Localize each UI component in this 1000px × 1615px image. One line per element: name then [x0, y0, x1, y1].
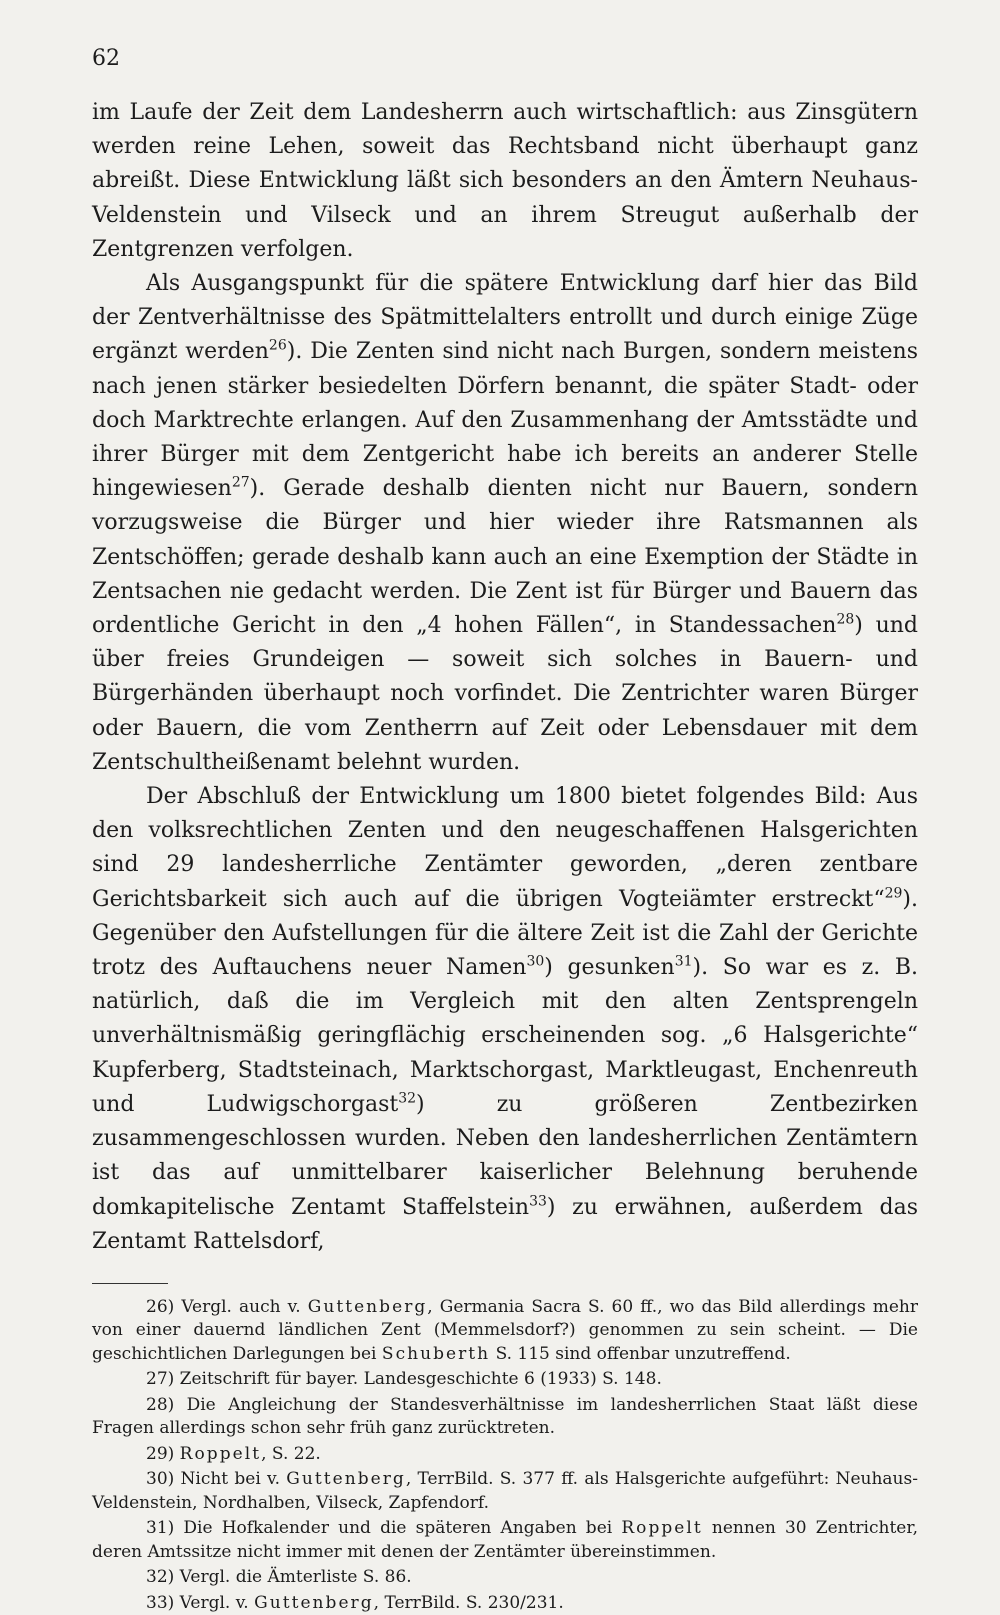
footnote: [92, 1566, 918, 1590]
spaced-author-name: Guttenberg: [307, 1296, 428, 1317]
footnote-ref: 27: [231, 474, 250, 491]
text-run: ) und über freies Grundeigen — soweit sich solches in Bauern- und Bürgerhänden überhaupt noch vorfindet. Die Zentrichter waren Bürger oder Bauern, die vom Zentherrn auf Zeit oder Lebensdauer mit dem Zentschultheißenamt belehnt wurden.: [92, 613, 919, 775]
footnote: [92, 1394, 918, 1441]
footnote-ref: 32: [398, 1090, 417, 1107]
footnote-ref: 26: [268, 338, 287, 355]
footnote: [92, 1296, 918, 1367]
spaced-author-name: Roppelt: [621, 1518, 703, 1539]
text-run: 32) Vergl. die Ämterliste S. 86.: [146, 1567, 412, 1588]
text-run: nennen 30 Zentrichter, deren Amtssitze nicht immer mit denen der Zentämter übereinstimmen.: [92, 1518, 919, 1562]
paragraph: [92, 96, 918, 267]
footnote: [92, 1443, 918, 1467]
footnotes: [92, 1296, 918, 1615]
text-run: , Germania Sacra S. 60 ff., wo das Bild allerdings mehr von einer dauernd ländlichen Zent (Memmelsdorf?) genommen zu sein scheint. — Die geschichtlichen Darlegungen bei: [92, 1296, 918, 1364]
footnote-ref: 33: [529, 1193, 547, 1210]
paragraph: [92, 780, 918, 1259]
text-run: 33) Vergl. v.: [146, 1592, 255, 1613]
text-run: ) zu größeren Zentbezirken zusammengeschlossen wurden. Neben den landesherrlichen Zentämtern ist das auf unmittelbarer kaiserlicher Belehnung beruhende domkapitelische Zentamt Staffelstein: [92, 1091, 918, 1220]
text-run: S. 115 sind offenbar unzutreffend.: [490, 1343, 791, 1364]
footnote-rule: [92, 1283, 168, 1284]
text-run: Der Abschluß der Entwicklung um 1800 bietet folgendes Bild: Aus den volksrechtlichen Zenten und den neugeschaffenen Halsgerichten sind 29 landesherrliche Zentämter geworden, „deren zentbare Gerichtsbarkeit sich auch auf die übrigen Vogteiämter erstreckt“: [92, 784, 918, 912]
text-run: ) zu erwähnen, außerdem das Zentamt Rattelsdorf,: [92, 1194, 918, 1254]
text-run: ). Gerade deshalb dienten nicht nur Bauern, sondern vorzugsweise die Bürger und hier wieder ihre Ratsmannen als Zentschöffen; gerade deshalb kann auch an eine Exemption der Städte in Zentsachen nie gedacht werden. Die Zent ist für Bürger und Bauern das ordentliche Gericht in den „4 hohen Fällen“, in Standessachen: [92, 476, 918, 639]
body-text: [92, 96, 918, 1259]
spaced-author-name: Guttenberg: [286, 1469, 406, 1490]
text-run: 26) Vergl. auch v.: [146, 1296, 308, 1317]
text-run: ). Die Zenten sind nicht nach Burgen, sondern meistens nach jenen stärker besiedelten Dörfern benannt, die später Stadt- oder doch Marktrechte erlangen. Auf den Zusammenhang der Amtsstädte und ihrer Bürger mit dem Zentgericht habe ich bereits an anderer Stelle hingewiesen: [92, 339, 919, 502]
footnote: [92, 1468, 918, 1515]
text-run: , TerrBild. S. 230/231.: [373, 1592, 564, 1613]
text-run: 28) Die Angleichung der Standesverhältnisse im landesherrlichen Staat läßt diese Fragen allerdings schon sehr früh ganz zurücktreten.: [92, 1394, 918, 1439]
text-run: , TerrBild. S. 377 ff. als Halsgerichte aufgeführt: Neuhaus-Veldenstein, Nordhalben, Vilseck, Zapfendorf.: [92, 1469, 918, 1513]
footnote-ref: 29: [884, 885, 903, 902]
footnote: [92, 1368, 918, 1392]
footnote-ref: 30: [526, 953, 545, 970]
text-run: 30) Nicht bei v.: [146, 1469, 287, 1490]
text-run: ) gesunken: [544, 955, 675, 981]
text-run: , S. 22.: [261, 1443, 321, 1464]
paragraph: [92, 267, 918, 780]
footnote: [92, 1517, 918, 1564]
text-run: ). So war es z. B. natürlich, daß die im Vergleich mit den alten Zentsprengeln unverhältnismäßig geringflächig erscheinenden sog. „6 Halsgerichte“ Kupferberg, Stadtsteinach, Marktschorgast, Marktleugast, Enchenreuth und Ludwigschorgast: [92, 955, 918, 1117]
text-run: Als Ausgangspunkt für die spätere Entwicklung darf hier das Bild der Zentverhältnisse des Spätmittelalters entrollt und durch einige Züge ergänzt werden: [92, 271, 918, 365]
spaced-author-name: Guttenberg: [254, 1592, 374, 1613]
text-run: 31) Die Hofkalender und die späteren Angaben bei: [146, 1518, 622, 1539]
footnote: [92, 1592, 918, 1615]
text-run: im Laufe der Zeit dem Landesherrn auch wirtschaftlich: aus Zinsgütern werden reine Lehen, soweit das Rechtsband nicht überhaupt ganz abreißt. Diese Entwicklung läßt sich besonders an den Ämtern Neuhaus-Veldenstein und Vilseck und an ihrem Streugut außerhalb der Zentgrenzen verfolgen.: [92, 100, 918, 262]
page-number: 62: [92, 46, 120, 71]
spaced-author-name: Schuberth: [381, 1343, 491, 1364]
spaced-author-name: Roppelt: [179, 1443, 262, 1464]
text-run: 27) Zeitschrift für bayer. Landesgeschichte 6 (1933) S. 148.: [146, 1369, 662, 1390]
footnote-ref: 31: [674, 953, 693, 970]
text-run: ). Gegenüber den Aufstellungen für die ältere Zeit ist die Zahl der Gerichte trotz des Auftauchens neuer Namen: [92, 886, 918, 981]
footnote-ref: 28: [836, 611, 855, 628]
text-run: 29): [146, 1443, 180, 1464]
